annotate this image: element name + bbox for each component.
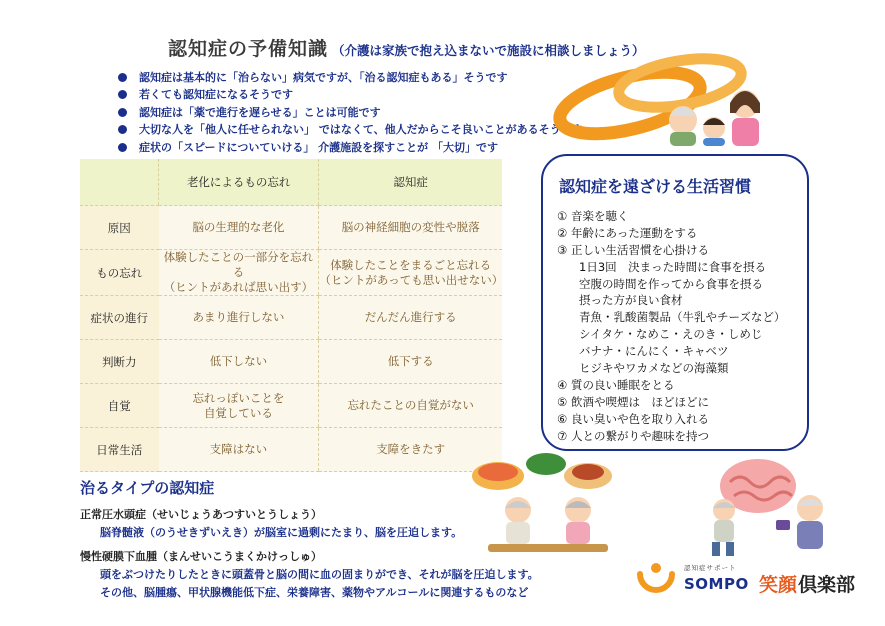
elderly-meal-illustration (468, 448, 628, 558)
list-sub-item: ヒジキやワカメなどの海藻類 (579, 361, 729, 376)
table-header-row (80, 159, 502, 206)
title-text: 認知症の予備知識 (168, 38, 329, 60)
cell-aging: 低下しない (159, 340, 319, 384)
key-point (118, 86, 583, 103)
table-row (80, 206, 502, 250)
column-header-aging: 老化によるもの忘れ (159, 159, 319, 206)
cell-dementia: 低下する (319, 340, 502, 384)
row-label: 日常生活 (80, 428, 159, 472)
list-item: ② 年齢にあった運動をする (557, 225, 698, 240)
table-row (80, 296, 502, 340)
cell-dementia: 脳の神経細胞の変性や脱落 (319, 206, 502, 250)
row-label: 原因 (80, 206, 159, 250)
key-point-text: 認知症は「薬で進行を遅らせる」ことは可能です (139, 105, 381, 119)
logo-tagline: 認知症サポート (684, 564, 737, 572)
lifestyle-box (541, 154, 809, 451)
nph-title: 正常圧水頭症（せいじょうあつすいとうしょう） (80, 508, 322, 521)
key-point-text: 大切な人を「他人に任せられない」 ではなくて、他人だからこそ良いことがあるそうです (139, 123, 583, 137)
nph-description: 脳脊髄液（のうせきずいえき）が脳室に過剰にたまり、脳を圧迫します。 (100, 526, 463, 539)
cell-aging: あまり進行しない (159, 296, 319, 340)
other-causes: その他、脳腫瘍、甲状腺機能低下症、栄養障害、薬物やアルコールに関連するものなど (100, 586, 529, 599)
row-label: 自覚 (80, 384, 159, 428)
logo-brand: SOMPO (684, 575, 749, 593)
bullet-dot-icon (118, 90, 127, 99)
list-item: ⑦ 人との繋がりや趣味を持つ (557, 428, 709, 443)
list-sub-item: シイタケ・なめこ・えのき・しめじ (579, 327, 763, 342)
comparison-table (80, 159, 502, 472)
list-sub-item: 青魚・乳酸菌製品（牛乳やチーズなど） (579, 310, 786, 325)
key-point (118, 104, 583, 121)
hematoma-description: 頭をぶつけたりしたときに頭蓋骨と脳の間に血の固まりができ、それが脳を圧迫します。 (100, 568, 539, 581)
key-point-text: 若くても認知症になるそうです (139, 88, 293, 102)
table-row (80, 428, 502, 472)
lifestyle-list (557, 208, 785, 444)
sompo-logo (634, 560, 854, 600)
bullet-dot-icon (118, 73, 127, 82)
list-item: ④ 質の良い睡眠をとる (557, 377, 675, 392)
cell-dementia: だんだん進行する (319, 296, 502, 340)
row-label: 判断力 (80, 340, 159, 384)
cell-aging: 支障はない (159, 428, 319, 472)
key-point (118, 139, 583, 156)
cell-aging: 体験したことの一部分を忘れる （ヒントがあれば思い出す） (159, 250, 319, 296)
cell-aging: 脳の生理的な老化 (159, 206, 319, 250)
cell-dementia: 体験したことをまるごと忘れる （ヒントがあっても思い出せない） (319, 250, 502, 296)
key-point-text: 認知症は基本的に「治らない」病気ですが、「治る認知症もある」そうです (139, 71, 508, 84)
key-points-list (118, 69, 583, 156)
family-rings-illustration (540, 28, 780, 146)
logo-egao: 笑顔 (759, 574, 798, 596)
smile-logo-icon (634, 560, 678, 600)
table-row (80, 250, 502, 296)
bullet-dot-icon (118, 143, 127, 152)
logo-club: 倶楽部 (798, 574, 856, 596)
list-item: ① 音楽を聴く (557, 209, 629, 223)
lifestyle-title: 認知症を遠ざける生活習慣 (559, 177, 752, 196)
table-corner (80, 159, 159, 206)
key-point-text: 症状の「スピードについていける」 介護施設を探すことが 「大切」です (139, 140, 498, 154)
cell-aging: 忘れっぽいことを 自覚している (159, 384, 319, 428)
row-label: もの忘れ (80, 250, 159, 296)
list-sub-item: 摂った方が良い食材 (579, 293, 683, 308)
table-row (80, 340, 502, 384)
page-subtitle: （介護は家族で抱え込まないで施設に相談しましょう） (332, 43, 645, 58)
cell-dementia: 忘れたことの自覚がない (319, 384, 502, 428)
list-sub-item: 1日3回 決まった時間に食事を摂る (579, 259, 767, 274)
list-sub-item: バナナ・にんにく・キャベツ (579, 344, 729, 359)
bullet-dot-icon (118, 125, 127, 134)
list-item: ⑥ 良い臭いや色を取り入れる (557, 411, 709, 426)
treatable-heading: 治るタイプの認知症 (80, 479, 215, 497)
list-item: ⑤ 飲酒や喫煙は ほどほどに (557, 394, 709, 409)
bullet-dot-icon (118, 108, 127, 117)
list-item: ③ 正しい生活習慣を心掛ける (557, 242, 709, 257)
brain-exercise-illustration (690, 448, 840, 560)
column-header-dementia: 認知症 (319, 159, 502, 206)
hematoma-title: 慢性硬膜下血腫（まんせいこうまくかけっしゅ） (80, 550, 322, 563)
key-point (118, 69, 583, 86)
table-row (80, 384, 502, 428)
key-point (118, 121, 583, 138)
list-sub-item: 空腹の時間を作ってから食事を摂る (579, 276, 763, 291)
row-label: 症状の進行 (80, 296, 159, 340)
cell-dementia: 支障をきたす (319, 428, 502, 472)
